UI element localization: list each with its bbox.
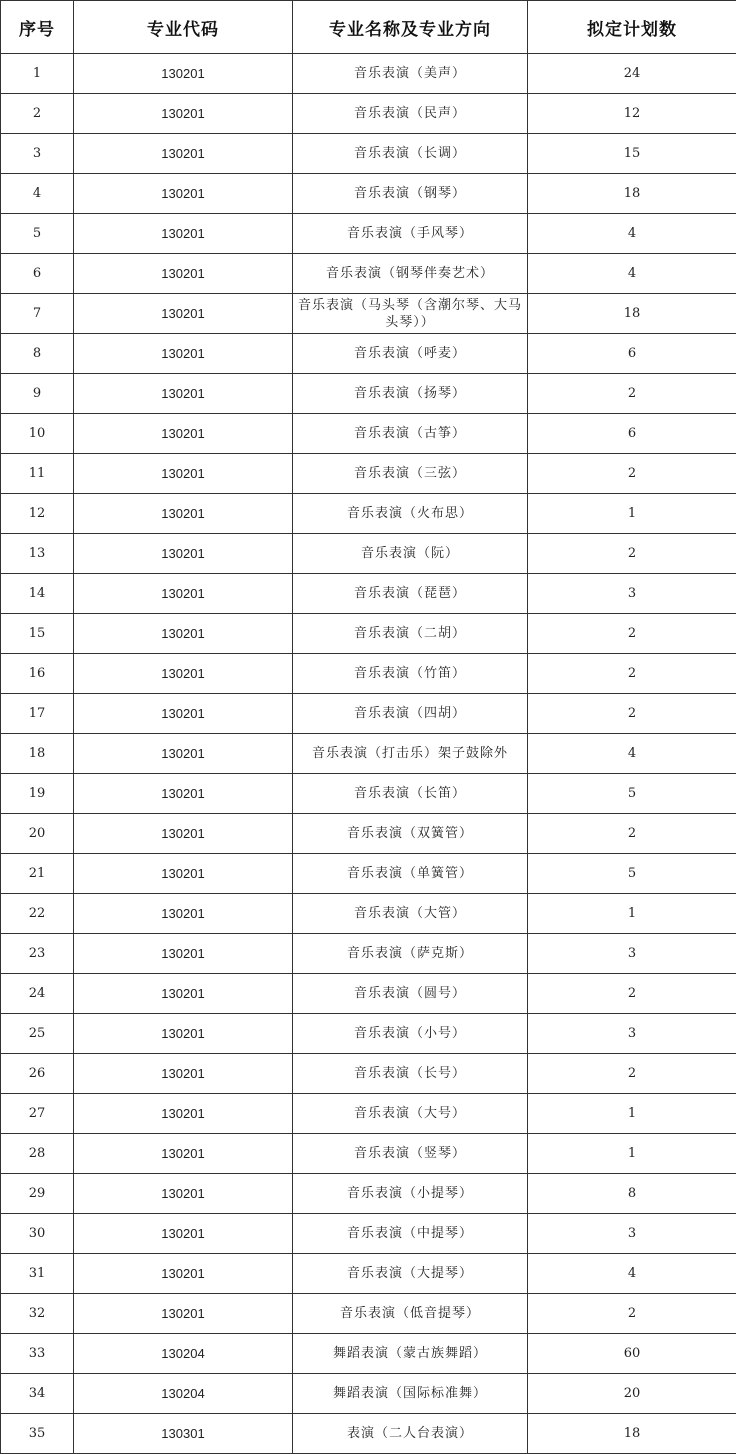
cell-planned-quota: 3 [528, 1214, 736, 1254]
cell-seq: 33 [1, 1334, 74, 1374]
table-row [1, 1414, 736, 1454]
cell-planned-quota: 60 [528, 1334, 736, 1374]
cell-major-name: 音乐表演（低音提琴） [293, 1294, 528, 1334]
cell-major-code: 130201 [74, 54, 293, 94]
cell-major-name: 音乐表演（双簧管） [293, 814, 528, 854]
cell-seq: 25 [1, 1014, 74, 1054]
cell-major-name: 音乐表演（火布思） [293, 494, 528, 534]
cell-seq: 19 [1, 774, 74, 814]
cell-seq: 23 [1, 934, 74, 974]
cell-major-code: 130201 [74, 454, 293, 494]
cell-major-code: 130201 [74, 1134, 293, 1174]
cell-planned-quota: 2 [528, 654, 736, 694]
cell-major-name: 音乐表演（钢琴伴奏艺术） [293, 254, 528, 294]
cell-major-code: 130201 [74, 694, 293, 734]
header-seq: 序号 [1, 1, 74, 54]
cell-major-code: 130201 [74, 1294, 293, 1334]
table-row [1, 1334, 736, 1374]
cell-major-code: 130301 [74, 1414, 293, 1454]
cell-major-name: 音乐表演（美声） [293, 54, 528, 94]
cell-major-code: 130201 [74, 494, 293, 534]
table-row [1, 1054, 736, 1094]
cell-planned-quota: 5 [528, 774, 736, 814]
cell-major-code: 130201 [74, 934, 293, 974]
cell-major-code: 130201 [74, 574, 293, 614]
cell-seq: 27 [1, 1094, 74, 1134]
cell-seq: 18 [1, 734, 74, 774]
cell-planned-quota: 15 [528, 134, 736, 174]
cell-major-code: 130204 [74, 1374, 293, 1414]
cell-planned-quota: 18 [528, 1414, 736, 1454]
cell-seq: 11 [1, 454, 74, 494]
table-row [1, 1174, 736, 1214]
table-row [1, 454, 736, 494]
cell-planned-quota: 12 [528, 94, 736, 134]
cell-planned-quota: 2 [528, 534, 736, 574]
table-row [1, 294, 736, 334]
cell-major-code: 130201 [74, 374, 293, 414]
cell-seq: 34 [1, 1374, 74, 1414]
table-row [1, 534, 736, 574]
table-row [1, 374, 736, 414]
cell-seq: 1 [1, 54, 74, 94]
cell-planned-quota: 1 [528, 1094, 736, 1134]
cell-major-name: 音乐表演（长笛） [293, 774, 528, 814]
table-row [1, 574, 736, 614]
cell-planned-quota: 2 [528, 694, 736, 734]
cell-seq: 15 [1, 614, 74, 654]
table-body [1, 54, 736, 1454]
cell-major-code: 130201 [74, 134, 293, 174]
cell-planned-quota: 4 [528, 254, 736, 294]
cell-major-name: 音乐表演（阮） [293, 534, 528, 574]
cell-major-code: 130201 [74, 1054, 293, 1094]
cell-planned-quota: 8 [528, 1174, 736, 1214]
table-row [1, 1214, 736, 1254]
cell-major-name: 音乐表演（古筝） [293, 414, 528, 454]
cell-seq: 4 [1, 174, 74, 214]
cell-seq: 32 [1, 1294, 74, 1334]
cell-major-code: 130201 [74, 814, 293, 854]
cell-planned-quota: 1 [528, 494, 736, 534]
table-row [1, 214, 736, 254]
table-row [1, 894, 736, 934]
table-row [1, 934, 736, 974]
table-row [1, 1014, 736, 1054]
cell-planned-quota: 20 [528, 1374, 736, 1414]
cell-major-name: 舞蹈表演（国际标准舞） [293, 1374, 528, 1414]
cell-major-name: 音乐表演（长号） [293, 1054, 528, 1094]
cell-seq: 31 [1, 1254, 74, 1294]
cell-major-name: 音乐表演（四胡） [293, 694, 528, 734]
table-row [1, 654, 736, 694]
cell-planned-quota: 4 [528, 1254, 736, 1294]
cell-seq: 30 [1, 1214, 74, 1254]
cell-major-name: 音乐表演（小号） [293, 1014, 528, 1054]
cell-planned-quota: 2 [528, 454, 736, 494]
cell-major-code: 130201 [74, 614, 293, 654]
cell-seq: 2 [1, 94, 74, 134]
cell-major-code: 130201 [74, 1214, 293, 1254]
table-row [1, 734, 736, 774]
cell-major-name: 音乐表演（萨克斯） [293, 934, 528, 974]
table-row [1, 974, 736, 1014]
cell-seq: 9 [1, 374, 74, 414]
cell-major-name: 音乐表演（钢琴） [293, 174, 528, 214]
cell-planned-quota: 6 [528, 414, 736, 454]
table-row [1, 854, 736, 894]
table-row [1, 1294, 736, 1334]
table-row [1, 134, 736, 174]
cell-major-code: 130201 [74, 854, 293, 894]
cell-major-name: 音乐表演（竹笛） [293, 654, 528, 694]
cell-major-name: 音乐表演（竖琴） [293, 1134, 528, 1174]
cell-seq: 13 [1, 534, 74, 574]
table-row [1, 774, 736, 814]
cell-major-name: 音乐表演（民声） [293, 94, 528, 134]
cell-major-code: 130201 [74, 94, 293, 134]
table-row [1, 174, 736, 214]
cell-planned-quota: 2 [528, 1294, 736, 1334]
cell-major-name: 音乐表演（马头琴（含潮尔琴、大马头琴）） [293, 294, 528, 334]
cell-seq: 8 [1, 334, 74, 374]
cell-seq: 7 [1, 294, 74, 334]
cell-seq: 22 [1, 894, 74, 934]
cell-seq: 20 [1, 814, 74, 854]
cell-major-name: 音乐表演（呼麦） [293, 334, 528, 374]
cell-planned-quota: 3 [528, 574, 736, 614]
cell-major-code: 130201 [74, 774, 293, 814]
cell-seq: 12 [1, 494, 74, 534]
table-row [1, 694, 736, 734]
cell-major-code: 130201 [74, 294, 293, 334]
cell-major-code: 130201 [74, 334, 293, 374]
cell-seq: 14 [1, 574, 74, 614]
cell-major-code: 130201 [74, 734, 293, 774]
cell-planned-quota: 4 [528, 734, 736, 774]
cell-major-name: 表演（二人台表演） [293, 1414, 528, 1454]
cell-planned-quota: 5 [528, 854, 736, 894]
cell-major-name: 音乐表演（手风琴） [293, 214, 528, 254]
cell-seq: 26 [1, 1054, 74, 1094]
cell-major-name: 音乐表演（三弦） [293, 454, 528, 494]
cell-major-code: 130201 [74, 254, 293, 294]
cell-seq: 24 [1, 974, 74, 1014]
table-row [1, 614, 736, 654]
cell-seq: 16 [1, 654, 74, 694]
cell-major-code: 130201 [74, 974, 293, 1014]
header-planned-quota: 拟定计划数 [528, 1, 736, 54]
table-row [1, 414, 736, 454]
header-major-name: 专业名称及专业方向 [293, 1, 528, 54]
cell-major-code: 130201 [74, 174, 293, 214]
cell-major-code: 130201 [74, 414, 293, 454]
table-row [1, 814, 736, 854]
table-row [1, 54, 736, 94]
cell-seq: 29 [1, 1174, 74, 1214]
cell-major-name: 音乐表演（二胡） [293, 614, 528, 654]
cell-major-name: 音乐表演（长调） [293, 134, 528, 174]
header-major-code: 专业代码 [74, 1, 293, 54]
cell-planned-quota: 3 [528, 934, 736, 974]
cell-planned-quota: 1 [528, 1134, 736, 1174]
table-row [1, 1094, 736, 1134]
table-row [1, 94, 736, 134]
cell-planned-quota: 4 [528, 214, 736, 254]
cell-major-code: 130201 [74, 1094, 293, 1134]
cell-seq: 17 [1, 694, 74, 734]
cell-major-name: 舞蹈表演（蒙古族舞蹈） [293, 1334, 528, 1374]
cell-seq: 3 [1, 134, 74, 174]
cell-planned-quota: 2 [528, 974, 736, 1014]
cell-major-name: 音乐表演（大管） [293, 894, 528, 934]
cell-seq: 5 [1, 214, 74, 254]
table-row [1, 334, 736, 374]
cell-major-name: 音乐表演（琵琶） [293, 574, 528, 614]
cell-seq: 10 [1, 414, 74, 454]
cell-major-name: 音乐表演（中提琴） [293, 1214, 528, 1254]
cell-major-name: 音乐表演（大号） [293, 1094, 528, 1134]
cell-major-code: 130201 [74, 1014, 293, 1054]
cell-seq: 21 [1, 854, 74, 894]
header-row [1, 1, 736, 54]
table-row [1, 1134, 736, 1174]
table-row [1, 1374, 736, 1414]
cell-major-name: 音乐表演（大提琴） [293, 1254, 528, 1294]
cell-planned-quota: 3 [528, 1014, 736, 1054]
cell-planned-quota: 1 [528, 894, 736, 934]
cell-planned-quota: 2 [528, 1054, 736, 1094]
table-row [1, 254, 736, 294]
cell-seq: 6 [1, 254, 74, 294]
cell-major-name: 音乐表演（圆号） [293, 974, 528, 1014]
cell-major-name: 音乐表演（扬琴） [293, 374, 528, 414]
cell-major-code: 130201 [74, 534, 293, 574]
cell-major-code: 130201 [74, 1254, 293, 1294]
cell-major-code: 130204 [74, 1334, 293, 1374]
cell-major-name: 音乐表演（单簧管） [293, 854, 528, 894]
cell-major-name: 音乐表演（小提琴） [293, 1174, 528, 1214]
cell-major-code: 130201 [74, 894, 293, 934]
table-header [1, 1, 736, 54]
cell-planned-quota: 2 [528, 374, 736, 414]
cell-major-code: 130201 [74, 214, 293, 254]
cell-planned-quota: 18 [528, 294, 736, 334]
table-row [1, 494, 736, 534]
cell-planned-quota: 18 [528, 174, 736, 214]
cell-planned-quota: 24 [528, 54, 736, 94]
cell-planned-quota: 2 [528, 814, 736, 854]
cell-planned-quota: 2 [528, 614, 736, 654]
cell-major-code: 130201 [74, 1174, 293, 1214]
cell-seq: 28 [1, 1134, 74, 1174]
cell-major-name: 音乐表演（打击乐）架子鼓除外 [293, 734, 528, 774]
cell-major-code: 130201 [74, 654, 293, 694]
cell-seq: 35 [1, 1414, 74, 1454]
table-row [1, 1254, 736, 1294]
cell-planned-quota: 6 [528, 334, 736, 374]
